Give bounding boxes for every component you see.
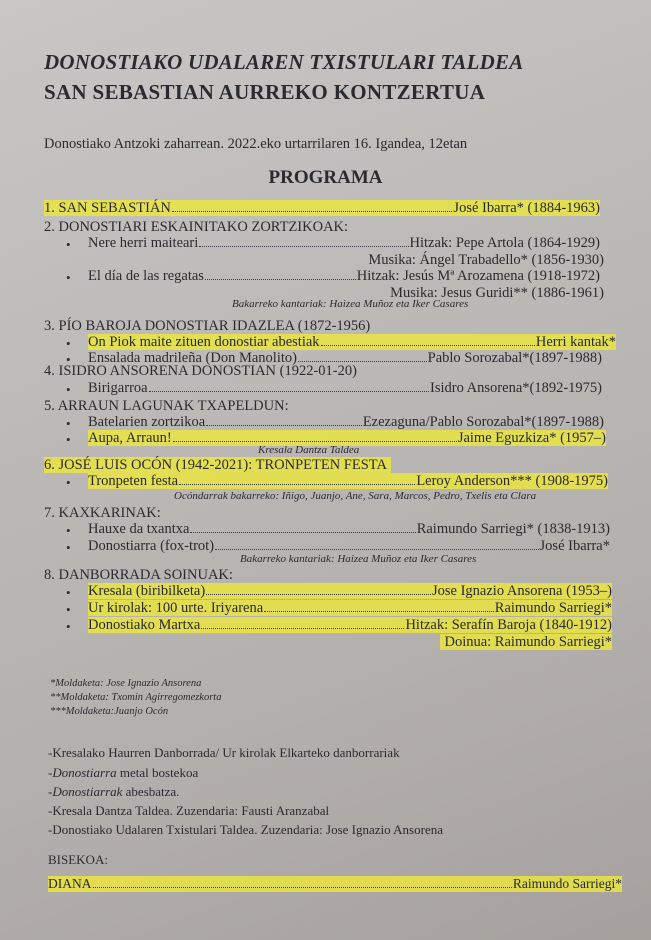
- performer-dash: -: [48, 784, 53, 799]
- item-credit: Pablo Sorozabal*(1897-1988): [427, 350, 602, 366]
- program-item-7-2: [88, 538, 610, 554]
- bullet-icon: •: [66, 523, 71, 538]
- bullet-icon: •: [66, 270, 71, 285]
- bullet-icon: •: [66, 475, 71, 490]
- section-heading-3: 3. PÍO BAROJA DONOSTIAR IDAZLEA (1872-1956): [44, 318, 371, 334]
- program-item-1: [44, 200, 600, 216]
- item-title: 1. SAN SEBASTIÁN: [44, 200, 171, 216]
- item-title: El día de las regatas: [88, 268, 204, 284]
- program-item-8-1: [88, 583, 612, 599]
- arranger-note: ***Moldaketa:Juanjo Ocón: [50, 706, 169, 717]
- item-title: Donostiarra (fox-trot): [88, 538, 215, 554]
- concert-title: SAN SEBASTIAN AURREKO KONTZERTUA: [44, 80, 486, 104]
- performer-dash: -: [48, 765, 53, 780]
- dot-leader: [179, 484, 415, 485]
- performer-line: -Kresalako Haurren Danborrada/ Ur kirolak Elkarteko danborrariak: [48, 745, 400, 760]
- item-credit: Jose Ignazio Ansorena (1953–): [432, 583, 612, 599]
- item-title: Ensalada madrileña (Don Manolito): [88, 350, 297, 366]
- arranger-note: *Moldaketa: Jose Ignazio Ansorena: [50, 678, 202, 689]
- performer-name: Donostiarra: [52, 765, 117, 780]
- program-item-8-3: [88, 617, 612, 633]
- dot-leader: [93, 887, 512, 888]
- section-note: Bakarreko kantariak: Haizea Muñoz eta Iker Casares: [232, 298, 469, 310]
- item-credit: Raimundo Sarriegi*: [512, 876, 622, 891]
- performer-desc: metal bostekoa: [116, 765, 199, 780]
- item-credit: José Ibarra*: [539, 538, 610, 554]
- item-title: Aupa, Arraun!: [88, 430, 172, 446]
- dot-leader: [321, 345, 535, 346]
- item-credit: Raimundo Sarriegi* (1838-1913): [416, 521, 610, 537]
- bullet-icon: •: [66, 585, 71, 600]
- dot-leader: [298, 361, 427, 362]
- item-credit: Hitzak: Jesús Mª Arozamena (1918-1972): [356, 268, 600, 284]
- dot-leader: [173, 441, 457, 442]
- item-credit: Hitzak: Serafín Baroja (1840-1912): [405, 617, 612, 633]
- item-title: Kresala (biribilketa): [88, 583, 206, 599]
- section-heading-8: 8. DANBORRADA SOINUAK:: [44, 567, 233, 583]
- program-item-6-1: [88, 473, 608, 489]
- bullet-icon: •: [66, 432, 71, 447]
- item-credit: Isidro Ansorena*(1892-1975): [430, 380, 602, 396]
- performer-line: -Donostiako Udalaren Txistulari Taldea. Zuzendaria: Jose Ignazio Ansorena: [48, 822, 443, 837]
- bullet-icon: •: [66, 336, 71, 351]
- venue-date: Donostiako Antzoki zaharrean. 2022.eko urtarrilaren 16. Igandea, 12etan: [44, 136, 468, 152]
- bullet-icon: •: [66, 352, 71, 367]
- performer-line: [48, 765, 198, 781]
- program-item-8-2: [88, 600, 612, 616]
- section-heading-6: 6. JOSÉ LUIS OCÓN (1942-2021): TRONPETEN FESTA: [44, 457, 391, 473]
- bullet-icon: •: [66, 602, 71, 617]
- section-note: Bakarreko kantariak: Haizea Muñoz eta Iker Casares: [240, 553, 477, 565]
- section-heading-4: 4. ISIDRO ANSORENA DONOSTIAN (1922-01-20): [44, 363, 357, 379]
- item-title: Tronpeten festa: [88, 473, 179, 489]
- program-item-4-1: [88, 380, 602, 396]
- item-title: Batelarien zortzikoa: [88, 414, 206, 430]
- encore-item: [48, 876, 622, 892]
- item-title: DIANA: [48, 876, 92, 891]
- item-credit: Jaime Eguzkiza* (1957–): [457, 430, 606, 446]
- bullet-icon: •: [66, 540, 71, 555]
- dot-leader: [264, 611, 494, 612]
- bullet-icon: •: [66, 237, 71, 252]
- item-credit: José Ibarra* (1884-1963): [453, 200, 600, 216]
- item-title: Birigarroa: [88, 380, 148, 396]
- bullet-icon: •: [66, 382, 71, 397]
- program-item-2-2: [88, 268, 600, 284]
- dot-leader: [201, 628, 404, 629]
- section-heading-2: 2. DONOSTIARI ESKAINITAKO ZORTZIKOAK:: [44, 219, 349, 235]
- program-item-3-1: [88, 334, 616, 350]
- performer-name: Donostiarrak: [52, 784, 123, 799]
- item-title: Donostiako Martxa: [88, 617, 201, 633]
- dot-leader: [205, 279, 356, 280]
- section-heading-7: 7. KAXKARINAK:: [44, 505, 161, 521]
- dot-leader: [190, 532, 415, 533]
- ensemble-title: DONOSTIAKO UDALAREN TXISTULARI TALDEA: [44, 50, 524, 74]
- program-item-2-1: [88, 235, 600, 251]
- item-credit: Leroy Anderson*** (1908-1975): [416, 473, 608, 489]
- item-title: Ur kirolak: 100 urte. Iriyarena: [88, 600, 264, 616]
- item-credit: Herri kantak*: [535, 334, 616, 350]
- item-credit-secondary: Doinua: Raimundo Sarriegi*: [440, 634, 612, 650]
- program-item-5-1: [88, 414, 604, 430]
- bullet-icon: •: [66, 619, 71, 634]
- performer-desc: abesbatza.: [122, 784, 180, 799]
- item-credit: Raimundo Sarriegi*: [494, 600, 612, 616]
- item-title: On Piok maite zituen donostiar abestiak: [88, 334, 320, 350]
- item-credit-secondary: Musika: Ángel Trabadello* (1856-1930): [368, 252, 604, 268]
- program-item-7-1: [88, 521, 610, 537]
- item-credit: Hitzak: Pepe Artola (1864-1929): [409, 235, 600, 251]
- dot-leader: [206, 594, 431, 595]
- performer-line: [48, 784, 179, 800]
- bullet-icon: •: [66, 416, 71, 431]
- dot-leader: [199, 246, 408, 247]
- item-title: Nere herri maiteari: [88, 235, 199, 251]
- item-title: Hauxe da txantxa: [88, 521, 190, 537]
- encore-label: BISEKOA:: [48, 852, 108, 867]
- dot-leader: [215, 549, 539, 550]
- item-credit: Ezezaguna/Pablo Sorozabal*(1897-1988): [362, 414, 604, 430]
- dot-leader: [149, 391, 429, 392]
- section-note: Ocóndarrak bakarreko: Iñigo, Juanjo, Ane, Sara, Marcos, Pedro, Txelis eta Clara: [174, 490, 537, 502]
- program-heading: PROGRAMA: [268, 167, 383, 188]
- performer-line: -Kresala Dantza Taldea. Zuzendaria: Fausti Aranzabal: [48, 803, 330, 818]
- arranger-note: **Moldaketa: Txomin Agirregomezkorta: [50, 692, 222, 703]
- section-heading-5: 5. ARRAUN LAGUNAK TXAPELDUN:: [44, 398, 289, 414]
- dot-leader: [206, 425, 362, 426]
- section-note: Kresala Dantza Taldea: [258, 444, 360, 456]
- dot-leader: [172, 211, 453, 212]
- item-credit-secondary: Musika: Jesus Guridi** (1886-1961): [390, 285, 604, 301]
